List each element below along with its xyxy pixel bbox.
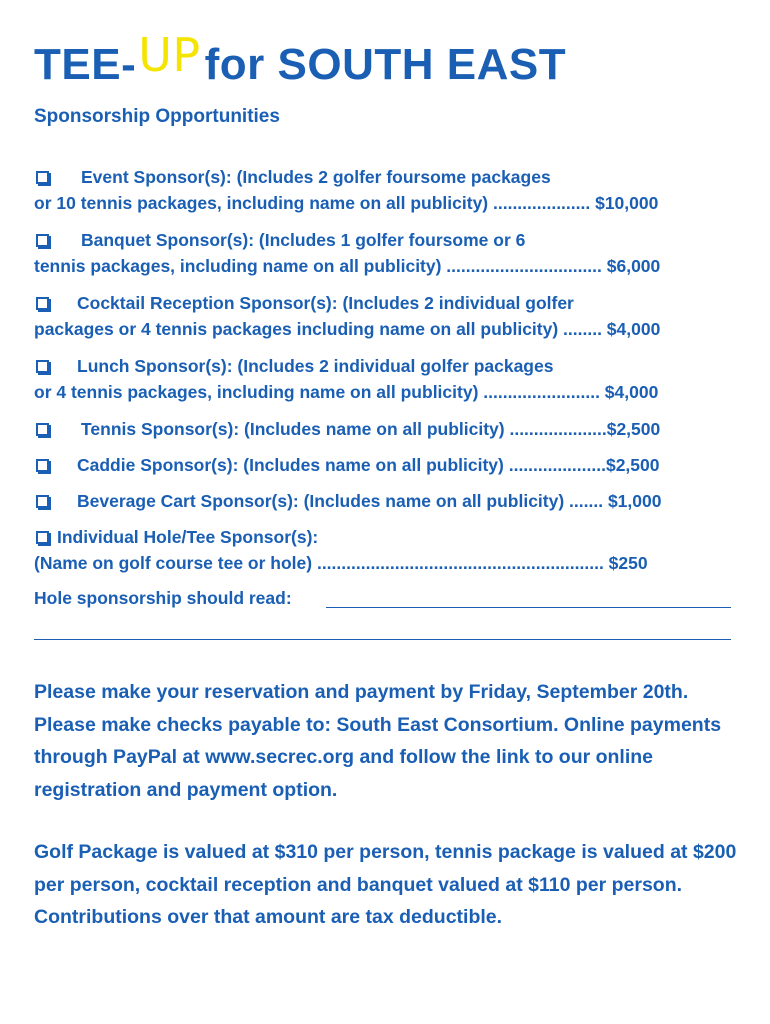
checkbox-icon[interactable] (36, 234, 49, 247)
hole-sponsorship-field-line-2[interactable] (34, 639, 731, 640)
hole-sponsorship-field-line-1[interactable] (326, 607, 731, 608)
checkbox-icon[interactable] (36, 459, 49, 472)
item-line1: Event Sponsor(s): (Includes 2 golfer foursome packages (81, 167, 551, 187)
sponsorship-item-cocktail (34, 290, 734, 342)
item-line1: Caddie Sponsor(s): (Includes name on all publicity) ....................$2,500 (77, 455, 660, 475)
item-line1: Cocktail Reception Sponsor(s): (Includes 2 individual golfer (77, 293, 574, 313)
item-line1: Lunch Sponsor(s): (Includes 2 individual golfer packages (77, 356, 554, 376)
sponsorship-item-beverage-cart (34, 488, 734, 514)
item-line1: Beverage Cart Sponsor(s): (Includes name on all publicity) ....... $1,000 (77, 491, 662, 511)
subtitle: Sponsorship Opportunities (34, 106, 280, 127)
title-up-logo: UP (138, 28, 201, 82)
item-line2: packages or 4 tennis packages including name on all publicity) ........ $4,000 (34, 319, 661, 339)
reservation-paragraph: Please make your reservation and payment by Friday, September 20th. Please make checks payable to: South East Consortium. Online payments through PayPal at www.secrec.org and follow the link to our online registration and payment option. (34, 681, 722, 801)
item-line1: Banquet Sponsor(s): (Includes 1 golfer foursome or 6 (81, 230, 526, 250)
title-suffix: for SOUTH EAST (204, 40, 567, 89)
sponsorship-item-banquet (34, 227, 734, 279)
title-prefix: TEE- (34, 40, 137, 89)
sponsorship-list (34, 164, 734, 587)
sponsorship-item-tennis (34, 416, 734, 442)
checkbox-icon[interactable] (36, 423, 49, 436)
page-title (34, 28, 567, 90)
sponsorship-item-lunch (34, 353, 734, 405)
sponsorship-item-event (34, 164, 734, 216)
item-line2: or 4 tennis packages, including name on all publicity) ........................ $4,000 (34, 382, 659, 402)
checkbox-icon[interactable] (36, 297, 49, 310)
hole-sponsorship-label: Hole sponsorship should read: (34, 588, 292, 608)
item-line2: tennis packages, including name on all publicity) ................................ $6,000 (34, 256, 661, 276)
item-line1: Tennis Sponsor(s): (Includes name on all publicity) ....................$2,500 (81, 419, 661, 439)
item-line1: Individual Hole/Tee Sponsor(s): (57, 527, 319, 547)
checkbox-icon[interactable] (36, 531, 49, 544)
checkbox-icon[interactable] (36, 495, 49, 508)
checkbox-icon[interactable] (36, 171, 49, 184)
sponsorship-item-caddie (34, 452, 734, 478)
item-line2: or 10 tennis packages, including name on all publicity) .................... $10,000 (34, 193, 659, 213)
checkbox-icon[interactable] (36, 360, 49, 373)
item-line2: (Name on golf course tee or hole) ........................................................... $250 (34, 553, 648, 573)
package-values-paragraph: Golf Package is valued at $310 per person, tennis package is valued at $200 per person, cocktail reception and banquet valued at $110 per person. Contributions over that amount are tax deductible. (34, 841, 737, 928)
sponsorship-item-hole-tee (34, 524, 734, 576)
